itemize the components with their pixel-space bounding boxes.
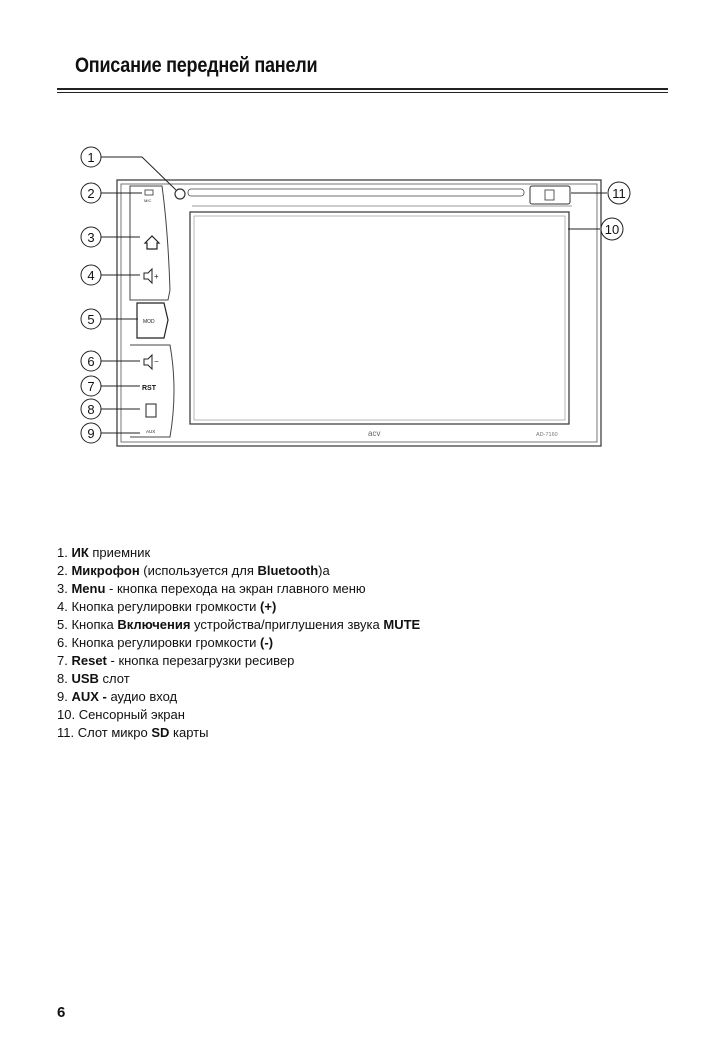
callout-11 bbox=[608, 182, 630, 204]
svg-text:6: 6 bbox=[87, 354, 95, 369]
legend-item-text: аудио вход bbox=[106, 689, 178, 704]
legend-item-number: 9. bbox=[57, 689, 72, 704]
svg-text:4: 4 bbox=[87, 268, 95, 283]
legend-item bbox=[57, 688, 420, 706]
sd-slot bbox=[530, 186, 570, 204]
legend-item bbox=[57, 652, 420, 670]
legend-item bbox=[57, 724, 420, 742]
mic-icon bbox=[145, 190, 153, 195]
legend-item-keyword: USB bbox=[71, 671, 99, 686]
legend-item-text: приемник bbox=[88, 545, 151, 560]
legend-item-text: Кнопка bbox=[71, 617, 118, 632]
legend-item-keyword: (+) bbox=[260, 599, 277, 614]
legend-item bbox=[57, 562, 420, 580]
mode-label: MOD bbox=[143, 319, 155, 325]
callout-markers bbox=[81, 147, 630, 443]
volume-down-icon bbox=[144, 355, 152, 369]
legend-item-text: Слот микро bbox=[77, 725, 152, 740]
svg-text:−: − bbox=[154, 357, 159, 366]
legend-item-text: Сенсорный экран bbox=[78, 707, 185, 722]
legend-item-keyword: Bluetooth bbox=[257, 563, 319, 578]
callout-3 bbox=[81, 227, 101, 247]
svg-text:5: 5 bbox=[87, 312, 95, 327]
legend-item-number: 2. bbox=[57, 563, 72, 578]
legend-item bbox=[57, 598, 420, 616]
legend-item-keyword: Menu bbox=[71, 581, 106, 596]
svg-text:2: 2 bbox=[87, 186, 95, 201]
disc-slot bbox=[188, 189, 524, 196]
legend-item-number: 6. bbox=[57, 635, 72, 650]
svg-text:3: 3 bbox=[87, 230, 95, 245]
legend-item-number: 1. bbox=[57, 545, 72, 560]
legend-item-number: 4. bbox=[57, 599, 72, 614]
svg-text:8: 8 bbox=[87, 402, 95, 417]
svg-text:+: + bbox=[154, 272, 159, 281]
legend-item-number: 8. bbox=[57, 671, 72, 686]
legend-item-number: 3. bbox=[57, 581, 72, 596]
legend-item-text: слот bbox=[98, 671, 130, 686]
callout-9 bbox=[81, 423, 101, 443]
callout-1 bbox=[81, 147, 101, 167]
model-label: AD-7160 bbox=[536, 432, 558, 438]
legend-item bbox=[57, 634, 420, 652]
callout-2 bbox=[81, 183, 101, 203]
legend-item bbox=[57, 544, 420, 562]
svg-text:9: 9 bbox=[87, 426, 95, 441]
legend-item-keyword: SD bbox=[151, 725, 170, 740]
legend-item-keyword: ИК bbox=[71, 545, 89, 560]
callout-6 bbox=[81, 351, 101, 371]
front-panel-diagram bbox=[0, 0, 726, 520]
legend-list bbox=[57, 544, 420, 742]
left-control-strip bbox=[130, 186, 170, 300]
legend-item-keyword: (-) bbox=[260, 635, 274, 650]
page-number: 6 bbox=[57, 1004, 66, 1021]
legend-item-number: 11. bbox=[57, 725, 78, 740]
ir-sensor bbox=[175, 189, 185, 199]
usb-icon bbox=[146, 404, 156, 417]
device-inner-frame bbox=[121, 184, 597, 442]
legend-item-text: карты bbox=[169, 725, 209, 740]
legend-item-number: 5. bbox=[57, 617, 72, 632]
aux-label: AUX bbox=[146, 429, 156, 434]
legend-item-number: 7. bbox=[57, 653, 72, 668]
legend-item-keyword: Включения bbox=[117, 617, 191, 632]
touch-screen bbox=[190, 212, 569, 424]
legend-item-text: (используется для bbox=[139, 563, 258, 578]
legend-item-text: )а bbox=[318, 563, 330, 578]
page-title: Описание передней панели bbox=[75, 54, 318, 77]
legend-item-keyword: AUX - bbox=[71, 689, 107, 704]
svg-text:11: 11 bbox=[612, 186, 626, 201]
volume-up-icon bbox=[144, 269, 152, 283]
svg-text:7: 7 bbox=[87, 379, 95, 394]
svg-text:10: 10 bbox=[604, 222, 620, 237]
svg-text:1: 1 bbox=[87, 150, 95, 165]
legend-item bbox=[57, 616, 420, 634]
rst-label: RST bbox=[142, 385, 156, 392]
home-icon bbox=[145, 236, 159, 249]
legend-item-keyword: Reset bbox=[71, 653, 107, 668]
legend-item-keyword: MUTE bbox=[383, 617, 421, 632]
legend-item-number: 10. bbox=[57, 707, 79, 722]
brand-logo: acv bbox=[368, 429, 381, 438]
legend-item-text: Кнопка регулировки громкости bbox=[71, 599, 261, 614]
legend-item bbox=[57, 706, 420, 724]
callout-8 bbox=[81, 399, 101, 419]
legend-item-text: Кнопка регулировки громкости bbox=[71, 635, 261, 650]
legend-item bbox=[57, 670, 420, 688]
callout-10 bbox=[601, 218, 623, 240]
callout-4 bbox=[81, 265, 101, 285]
legend-item-text: устройства/приглушения звука bbox=[190, 617, 384, 632]
mic-label: MIC bbox=[144, 198, 152, 203]
legend-item bbox=[57, 580, 420, 598]
legend-item-text: - кнопка перезагрузки ресивер bbox=[106, 653, 295, 668]
callout-7 bbox=[81, 376, 101, 396]
callout-5 bbox=[81, 309, 101, 329]
legend-item-text: - кнопка перехода на экран главного меню bbox=[105, 581, 366, 596]
legend-item-keyword: Микрофон bbox=[71, 563, 140, 578]
